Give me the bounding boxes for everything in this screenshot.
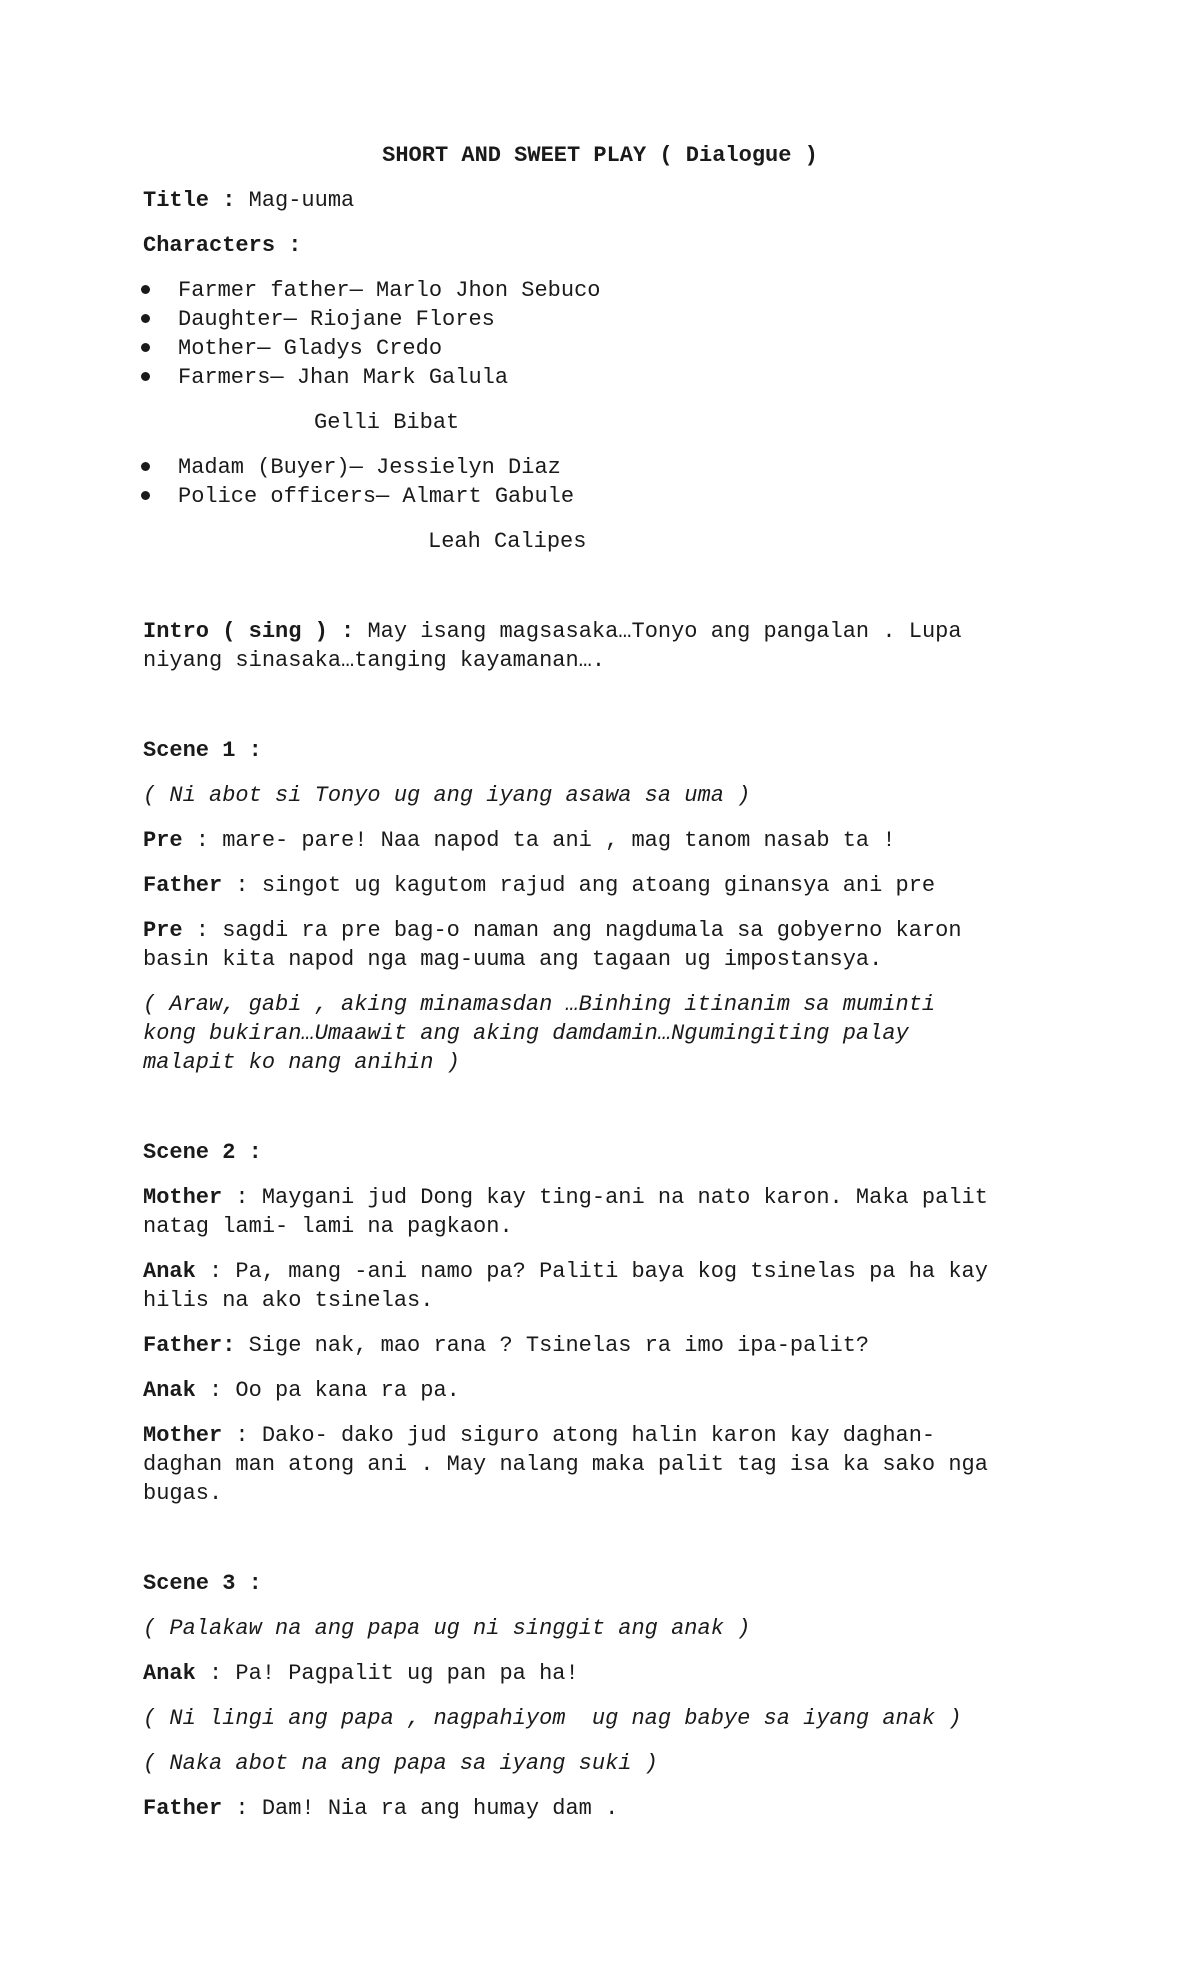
character-item: Daughter— Riojane Flores bbox=[178, 307, 495, 332]
speaker: Pre bbox=[143, 918, 183, 943]
page-heading: SHORT AND SWEET PLAY ( Dialogue ) bbox=[382, 143, 818, 168]
dialogue-continuation: bugas. bbox=[143, 1481, 223, 1506]
speaker: Pre bbox=[143, 828, 183, 853]
speaker: Anak bbox=[143, 1259, 196, 1284]
character-item: Farmers— Jhan Mark Galula bbox=[178, 365, 509, 390]
bullet-icon bbox=[141, 372, 150, 381]
dialogue-continuation: natag lami- lami na pagkaon. bbox=[143, 1214, 513, 1239]
dialogue-line: Father : Dam! Nia ra ang humay dam . bbox=[143, 1796, 619, 1821]
speaker: Mother bbox=[143, 1423, 223, 1448]
intro-label: Intro ( sing ) bbox=[143, 619, 328, 644]
character-item: Police officers— Almart Gabule bbox=[178, 484, 575, 509]
intro-line: Intro ( sing ) : May isang magsasaka…Tonyo ang pangalan . Lupa bbox=[143, 619, 962, 644]
bullet-icon bbox=[141, 343, 150, 352]
scene-1-heading: Scene 1 : bbox=[143, 738, 262, 763]
speaker: Anak bbox=[143, 1661, 196, 1686]
dialogue-line: Mother : Dako- dako jud siguro atong halin karon kay daghan- bbox=[143, 1423, 936, 1448]
bullet-icon bbox=[141, 462, 150, 471]
bullet-icon bbox=[141, 491, 150, 500]
song-lyrics: kong bukiran…Umaawit ang aking damdamin…Ngumingiting palay bbox=[143, 1021, 909, 1046]
character-item: Madam (Buyer)— Jessielyn Diaz bbox=[178, 455, 561, 480]
dialogue-line: Anak : Pa! Pagpalit ug pan pa ha! bbox=[143, 1661, 579, 1686]
title-sep: : bbox=[209, 188, 249, 213]
character-item: Mother— Gladys Credo bbox=[178, 336, 443, 361]
speaker: Mother bbox=[143, 1185, 223, 1210]
dialogue-line: Anak : Oo pa kana ra pa. bbox=[143, 1378, 460, 1403]
stage-direction: ( Ni lingi ang papa , nagpahiyom ug nag babye sa iyang anak ) bbox=[143, 1706, 962, 1731]
dialogue-continuation: hilis na ako tsinelas. bbox=[143, 1288, 434, 1313]
dialogue-line: Father : singot ug kagutom rajud ang atoang ginansya ani pre bbox=[143, 873, 936, 898]
bullet-icon bbox=[141, 285, 150, 294]
dialogue-continuation: daghan man atong ani . May nalang maka palit tag isa ka sako nga bbox=[143, 1452, 988, 1477]
characters-label: Characters : bbox=[143, 233, 302, 258]
title-line bbox=[143, 186, 354, 215]
speaker: Father bbox=[143, 1796, 223, 1821]
title-value: Mag-uuma bbox=[248, 188, 355, 213]
song-lyrics: malapit ko nang anihin ) bbox=[143, 1050, 460, 1075]
stage-direction: ( Palakaw na ang papa ug ni singgit ang anak ) bbox=[143, 1616, 751, 1641]
intro-line-2: niyang sinasaka…tanging kayamanan…. bbox=[143, 648, 606, 673]
song-lyrics: ( Araw, gabi , aking minamasdan …Binhing itinanim sa muminti bbox=[143, 992, 936, 1017]
speaker: Father bbox=[143, 873, 223, 898]
stage-direction: ( Naka abot na ang papa sa iyang suki ) bbox=[143, 1751, 658, 1776]
character-extra: Gelli Bibat bbox=[314, 410, 460, 435]
scene-3-heading: Scene 3 : bbox=[143, 1571, 262, 1596]
scene-2-heading: Scene 2 : bbox=[143, 1140, 262, 1165]
dialogue-line: Mother : Maygani jud Dong kay ting-ani na nato karon. Maka palit bbox=[143, 1185, 988, 1210]
character-item: Farmer father— Marlo Jhon Sebuco bbox=[178, 278, 601, 303]
character-extra: Leah Calipes bbox=[428, 529, 587, 554]
dialogue-continuation: basin kita napod nga mag-uuma ang tagaan ug impostansya. bbox=[143, 947, 883, 972]
dialogue-line: Father: Sige nak, mao rana ? Tsinelas ra imo ipa-palit? bbox=[143, 1333, 870, 1358]
title-label: Title bbox=[143, 188, 210, 213]
speaker: Father: bbox=[143, 1333, 236, 1358]
speaker: Anak bbox=[143, 1378, 196, 1403]
dialogue-line: Pre : mare- pare! Naa napod ta ani , mag tanom nasab ta ! bbox=[143, 828, 896, 853]
dialogue-line: Pre : sagdi ra pre bag-o naman ang nagdumala sa gobyerno karon bbox=[143, 918, 962, 943]
dialogue-line: Anak : Pa, mang -ani namo pa? Paliti baya kog tsinelas pa ha kay bbox=[143, 1259, 988, 1284]
bullet-icon bbox=[141, 314, 150, 323]
stage-direction: ( Ni abot si Tonyo ug ang iyang asawa sa uma ) bbox=[143, 783, 751, 808]
